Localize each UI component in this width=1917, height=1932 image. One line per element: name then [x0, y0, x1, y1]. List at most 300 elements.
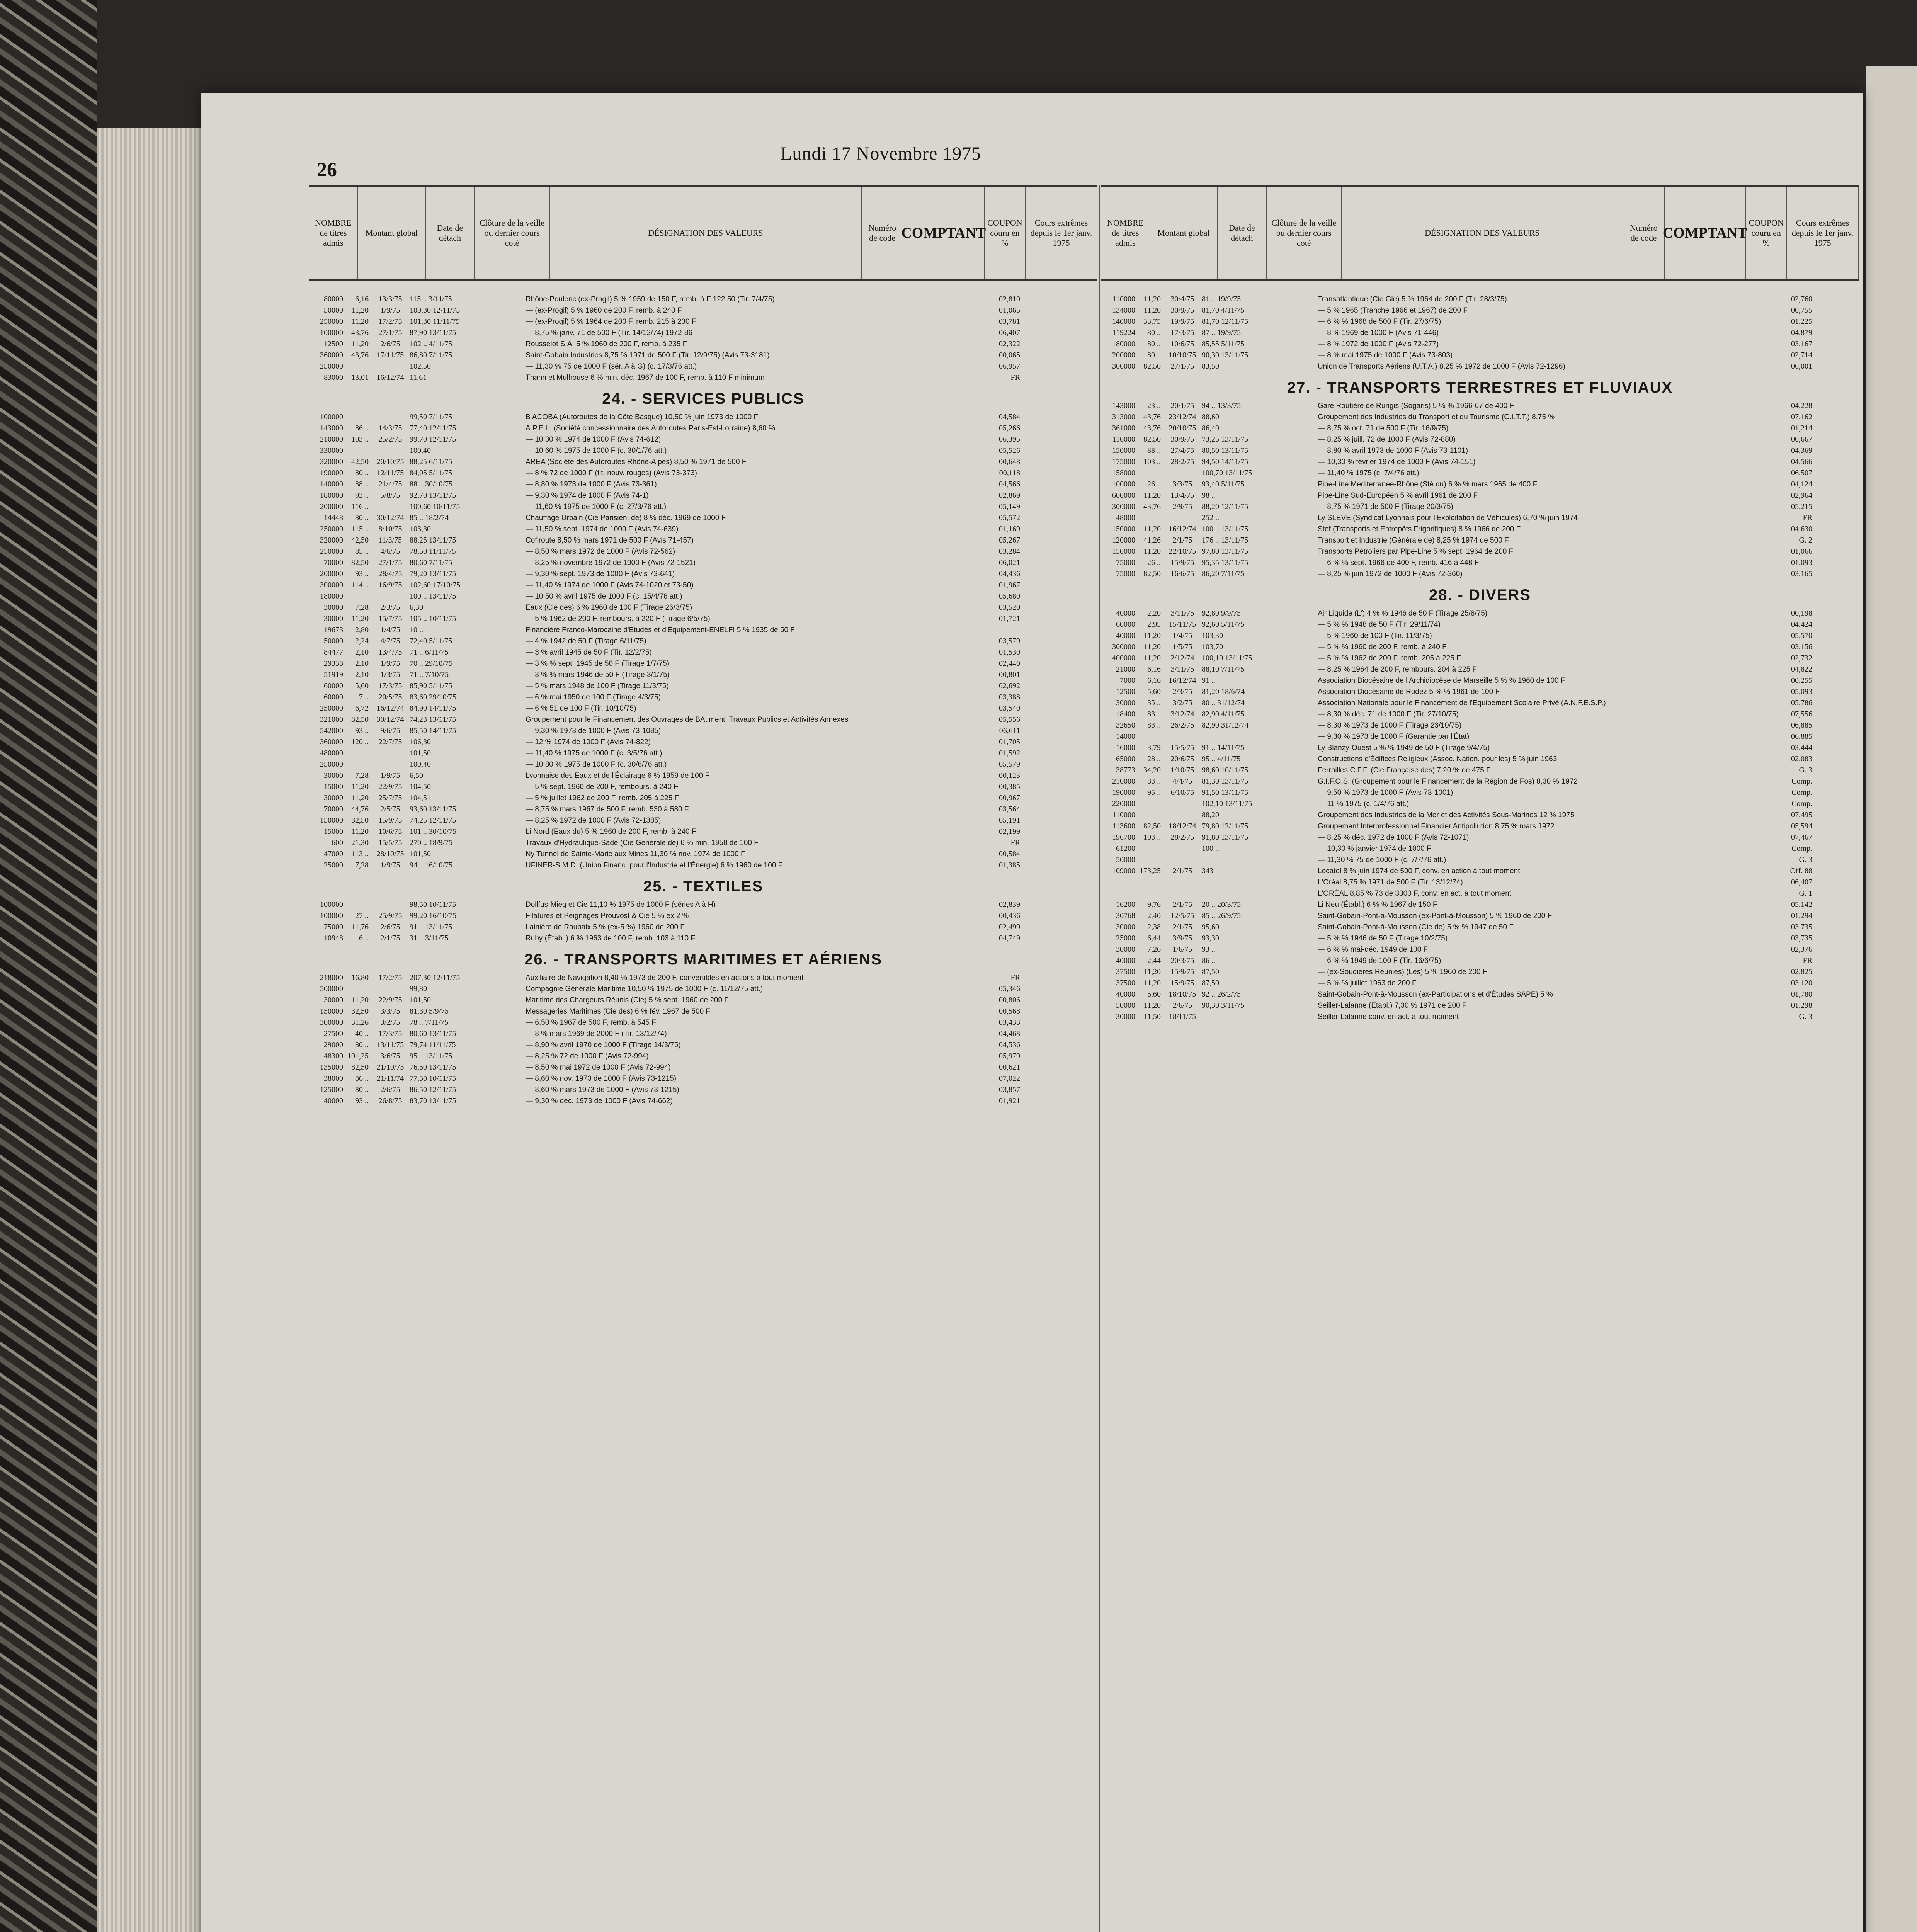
titres-admis-cell: 30000 — [1116, 1012, 1135, 1021]
date-detach-cell — [1163, 512, 1202, 524]
date-detach-cell: 1/6/75 — [1172, 945, 1192, 954]
cloture-cell: 73,25 13/11/75 — [1202, 435, 1249, 444]
date-detach-cell: 1/10/75 — [1170, 766, 1194, 774]
designation-cell: — 11,40 % 1975 de 1000 F (c. 3/5/76 att.) — [526, 749, 662, 757]
table-row — [309, 1039, 1097, 1051]
comptant-cell: 01,298 — [1791, 1001, 1812, 1010]
table-row — [1101, 490, 1859, 501]
comptant-cell: 06,885 — [1791, 732, 1812, 741]
table-row — [1101, 501, 1859, 512]
cloture-cell: 71 .. 7/10/75 — [410, 670, 449, 679]
designation-cell: Chauffage Urbain (Cie Parisien. de) 8 % déc. 1969 de 1000 F — [526, 514, 726, 522]
date-detach-cell: 26/2/75 — [1170, 721, 1194, 730]
titres-admis-cell: 60000 — [324, 682, 343, 690]
titres-admis-cell: 320000 — [320, 457, 343, 466]
comptant-cell: 03,857 — [999, 1085, 1020, 1094]
comptant-cell: 03,444 — [1791, 743, 1812, 752]
titres-admis-cell: 313000 — [1112, 413, 1135, 421]
cloture-cell: 207,30 12/11/75 — [410, 973, 460, 982]
designation-cell: Association Nationale pour le Financement de l'Équipement Scolaire Privé (A.N.F.E.S.P.) — [1318, 699, 1606, 707]
comptant-cell: 05,786 — [1791, 699, 1812, 707]
comptant-cell: 02,964 — [1791, 491, 1812, 500]
table-row — [309, 972, 1097, 983]
date-detach-cell: 20/10/75 — [376, 457, 404, 466]
table-row — [1101, 709, 1859, 720]
col-montant: Montant global — [358, 187, 426, 279]
comptant-cell: 00,967 — [999, 794, 1020, 802]
comptant-cell: 04,424 — [1791, 620, 1812, 629]
montant-coupon-cell: 11,20 — [1143, 631, 1161, 640]
titres-admis-cell: 190000 — [1112, 788, 1135, 797]
table-row — [309, 759, 1097, 770]
comptant-cell: 01,169 — [999, 525, 1020, 533]
cloture-cell: 88,20 12/11/75 — [1202, 502, 1249, 511]
montant-coupon-cell: 43,76 — [351, 351, 369, 359]
date-detach-cell: 8/10/75 — [378, 525, 402, 533]
comptant-cell: 00,118 — [999, 469, 1020, 477]
date-detach-cell: 13/3/75 — [378, 295, 402, 303]
designation-cell: — (ex-Progil) 5 % 1964 de 200 F, remb. 215 à 230 F — [526, 318, 696, 326]
designation-cell: Gare Routière de Rungis (Sogaris) 5 % % 1966-67 de 400 F — [1318, 402, 1514, 410]
titres-admis-cell: 47000 — [324, 850, 343, 858]
titres-admis-cell: 48300 — [324, 1052, 343, 1060]
comptant-cell: 03,156 — [1791, 643, 1812, 651]
designation-cell: — 5 % % 1960 de 200 F, remb. à 240 F — [1318, 643, 1447, 651]
comptant-cell: 05,594 — [1791, 822, 1812, 830]
titres-admis-cell: 150000 — [320, 1007, 343, 1015]
table-row — [309, 361, 1097, 372]
table-row — [1101, 412, 1859, 423]
designation-cell: L'Oréal 8,75 % 1971 de 500 F (Tir. 13/12/74) — [1318, 878, 1463, 886]
titres-admis-cell: 500000 — [320, 985, 343, 993]
date-detach-cell: 15/7/75 — [378, 614, 402, 623]
date-detach-cell: 22/9/75 — [378, 996, 402, 1004]
comptant-cell: 02,714 — [1791, 351, 1812, 359]
table-row — [309, 602, 1097, 613]
table-row — [1101, 608, 1859, 619]
date-detach-cell: 30/12/74 — [376, 715, 404, 724]
date-detach-cell: 2/1/75 — [380, 934, 400, 942]
montant-coupon-cell: 2,10 — [355, 648, 369, 656]
designation-cell: Ruby (Établ.) 6 % 1963 de 100 F, remb. 103 à 110 F — [526, 934, 696, 942]
left-rows-transports-maritimes — [309, 972, 1097, 1107]
comptant-cell: 04,436 — [999, 570, 1020, 578]
comptant-cell: 00,123 — [999, 771, 1020, 780]
titres-admis-cell: 30000 — [1116, 945, 1135, 954]
cloture-cell: 76,50 13/11/75 — [410, 1063, 456, 1071]
montant-coupon-cell: 80 .. — [1147, 351, 1161, 359]
montant-coupon-cell: 11,20 — [1143, 1001, 1161, 1010]
titres-admis-cell: 29000 — [324, 1041, 343, 1049]
designation-cell: — 8,90 % avril 1970 de 1000 F (Tirage 14/3/75) — [526, 1041, 681, 1049]
page-number: 26 — [317, 159, 337, 181]
titres-admis-cell: 27500 — [324, 1029, 343, 1038]
comptant-cell: 07,556 — [1791, 710, 1812, 718]
montant-coupon-cell: 11,20 — [1143, 547, 1161, 556]
designation-cell: Union de Transports Aériens (U.T.A.) 8,25 % 1972 de 1000 F (Avis 72-1296) — [1318, 362, 1565, 371]
montant-coupon-cell: 82,50 — [351, 816, 369, 825]
designation-cell: — 8,25 % juill. 72 de 1000 F (Avis 72-880) — [1318, 435, 1456, 444]
col-numero: Numéro de code — [862, 187, 903, 279]
table-row — [1101, 854, 1859, 866]
titres-admis-cell: 30000 — [324, 771, 343, 780]
date-detach-cell — [371, 748, 410, 759]
table-row — [309, 1073, 1097, 1084]
titres-admis-cell: 100000 — [1112, 480, 1135, 488]
left-column-headers — [309, 185, 1097, 281]
date-detach-cell — [1163, 731, 1202, 742]
montant-coupon-cell: 43,76 — [351, 328, 369, 337]
table-row — [309, 294, 1097, 305]
montant-coupon-cell — [1138, 854, 1163, 866]
comptant-cell: 02,499 — [999, 923, 1020, 931]
cloture-cell: 94 .. 13/3/75 — [1202, 401, 1241, 410]
titres-admis-cell: 48000 — [1116, 514, 1135, 522]
montant-coupon-cell: 93 .. — [355, 491, 369, 500]
table-row — [309, 636, 1097, 647]
col-numero-r: Numéro de code — [1623, 187, 1665, 279]
table-row — [309, 714, 1097, 725]
titres-admis-cell: 30000 — [324, 996, 343, 1004]
titres-admis-cell: 21000 — [1116, 665, 1135, 673]
cloture-cell: 87 .. 19/9/75 — [1202, 328, 1241, 337]
titres-admis-cell: 300000 — [1112, 362, 1135, 371]
table-row — [309, 445, 1097, 456]
designation-cell: — 8,75 % mars 1967 de 500 F, remb. 530 à 580 F — [526, 805, 689, 813]
table-row — [309, 703, 1097, 714]
designation-cell: Dollfus-Mieg et Cie 11,10 % 1975 de 1000 F (séries A à H) — [526, 901, 716, 909]
date-detach-cell: 6/10/75 — [1170, 788, 1194, 797]
date-detach-cell: 13/11/75 — [376, 1041, 404, 1049]
montant-coupon-cell: 7,26 — [1147, 945, 1161, 954]
date-detach-cell: 23/12/74 — [1169, 413, 1196, 421]
designation-cell: — 10,50 % avril 1975 de 1000 F (c. 15/4/76 att.) — [526, 592, 682, 600]
page-edges — [97, 128, 205, 1932]
titres-admis-cell: 190000 — [320, 469, 343, 477]
montant-coupon-cell: 7,28 — [355, 861, 369, 869]
table-row — [1101, 557, 1859, 568]
designation-cell: Travaux d'Hydraulique-Sade (Cie Générale de) 6 % min. 1958 de 100 F — [526, 839, 759, 847]
table-row — [309, 995, 1097, 1006]
titres-admis-cell: 180000 — [320, 592, 343, 600]
cloture-cell: 86 .. — [1202, 956, 1215, 965]
comptant-cell: 01,705 — [999, 738, 1020, 746]
cloture-cell: 81 .. 19/9/75 — [1202, 295, 1241, 303]
comptant-cell: 00,584 — [999, 850, 1020, 858]
ledger-page — [201, 93, 1863, 1932]
designation-cell: — 9,30 % déc. 1973 de 1000 F (Avis 74-662) — [526, 1097, 673, 1105]
cloture-cell: 86,50 12/11/75 — [410, 1085, 456, 1094]
date-detach-cell — [371, 591, 410, 602]
titres-admis-cell: 14448 — [324, 514, 343, 522]
designation-cell: — 5 % % 1948 de 50 F (Tir. 29/11/74) — [1318, 621, 1441, 629]
date-detach-cell: 12/5/75 — [1170, 912, 1194, 920]
cloture-cell: 81,70 4/11/75 — [1202, 306, 1245, 315]
table-row — [1101, 294, 1859, 305]
montant-coupon-cell: 93 .. — [355, 1097, 369, 1105]
date-detach-cell: 4/4/75 — [1172, 777, 1192, 786]
designation-cell: — (ex-Progil) 5 % 1960 de 200 F, remb. à 240 F — [526, 306, 682, 315]
comptant-cell: 01,066 — [1791, 547, 1812, 556]
titres-admis-cell: 140000 — [320, 480, 343, 488]
comptant-cell: 02,322 — [999, 340, 1020, 348]
montant-coupon-cell: 23 .. — [1147, 401, 1161, 410]
montant-coupon-cell — [345, 983, 371, 995]
cloture-cell: 80,60 7/11/75 — [410, 558, 452, 567]
designation-cell: — 8,25 % 72 de 1000 F (Avis 72-994) — [526, 1052, 649, 1060]
comptant-cell: 01,780 — [1791, 990, 1812, 998]
comptant-cell: G. 3 — [1799, 766, 1812, 774]
cloture-cell: 100 .. — [1202, 844, 1219, 853]
designation-cell: — 8 % mai 1975 de 1000 F (Avis 73-803) — [1318, 351, 1453, 359]
cloture-cell: 87,50 — [1202, 979, 1219, 987]
table-row — [309, 613, 1097, 624]
titres-admis-cell: 143000 — [1112, 401, 1135, 410]
cloture-cell: 99,50 7/11/75 — [410, 413, 452, 421]
designation-cell: — 5 % sept. 1960 de 200 F, rembours. à 240 F — [526, 783, 679, 791]
comptant-cell: 02,440 — [999, 659, 1020, 668]
table-row — [1101, 350, 1859, 361]
table-row — [1101, 877, 1859, 888]
date-detach-cell: 25/2/75 — [378, 435, 402, 444]
titres-admis-cell: 25000 — [324, 861, 343, 869]
designation-cell: Transatlantique (Cie Gle) 5 % 1964 de 200 F (Tir. 28/3/75) — [1318, 295, 1507, 303]
col-date-detach: Date de détach — [426, 187, 475, 279]
montant-coupon-cell: 11,20 — [351, 782, 369, 791]
date-detach-cell: 10/10/75 — [1169, 351, 1196, 359]
cloture-cell: 93,60 13/11/75 — [410, 805, 456, 813]
cloture-cell: 93,40 5/11/75 — [1202, 480, 1245, 488]
designation-cell: — 10,60 % 1975 de 1000 F (c. 30/1/76 att.) — [526, 447, 667, 455]
cloture-cell: 81,30 13/11/75 — [1202, 777, 1249, 786]
montant-coupon-cell: 5,60 — [1147, 687, 1161, 696]
date-detach-cell: 2/1/75 — [1172, 923, 1192, 931]
date-detach-cell: 22/7/75 — [378, 738, 402, 746]
designation-cell: Saint-Gobain Industries 8,75 % 1971 de 500 F (Tir. 12/9/75) (Avis 73-3181) — [526, 351, 770, 359]
montant-coupon-cell: 11,20 — [1143, 979, 1161, 987]
date-detach-cell: 15/9/75 — [1170, 968, 1194, 976]
table-row — [1101, 434, 1859, 445]
comptant-cell: 04,566 — [999, 480, 1020, 488]
designation-cell: — 8,25 % 1972 de 1000 F (Avis 72-1385) — [526, 816, 661, 825]
cloture-cell: 80,60 13/11/75 — [410, 1029, 456, 1038]
cloture-cell: 93 .. — [1202, 945, 1215, 954]
montant-coupon-cell: 6,16 — [1147, 676, 1161, 685]
cloture-cell: 11,61 — [410, 373, 427, 382]
montant-coupon-cell: 86 .. — [355, 424, 369, 432]
table-row — [1101, 843, 1859, 854]
designation-cell: Auxiliaire de Navigation 8,40 % 1973 de 200 F, convertibles en actions à tout moment — [526, 974, 804, 982]
montant-coupon-cell: 27 .. — [355, 912, 369, 920]
montant-coupon-cell: 2,38 — [1147, 923, 1161, 931]
cloture-cell: 106,30 — [410, 738, 431, 746]
table-row — [1101, 832, 1859, 843]
date-detach-cell: 22/10/75 — [1169, 547, 1196, 556]
cloture-cell: 86,20 7/11/75 — [1202, 570, 1245, 578]
designation-cell: Ly Blanzy-Ouest 5 % % 1949 de 50 F (Tirage 9/4/75) — [1318, 744, 1490, 752]
date-detach-cell: 27/1/75 — [378, 558, 402, 567]
cloture-cell: 100,40 — [410, 760, 431, 769]
left-rows-textiles — [309, 899, 1097, 944]
table-row — [309, 490, 1097, 501]
cloture-cell: 83,60 29/10/75 — [410, 693, 457, 701]
designation-cell: — 8,25 % déc. 1972 de 1000 F (Avis 72-1071) — [1318, 833, 1469, 842]
montant-coupon-cell: 7,28 — [355, 771, 369, 780]
date-detach-cell: 21/4/75 — [378, 480, 402, 488]
cloture-cell: 83,50 — [1202, 362, 1219, 371]
titres-admis-cell: 210000 — [320, 435, 343, 444]
col-nombre-r: NOMBRE de titres admis — [1101, 187, 1150, 279]
montant-coupon-cell: 43,76 — [1143, 413, 1161, 421]
montant-coupon-cell: 2,80 — [355, 626, 369, 634]
date-detach-cell: 25/7/75 — [378, 794, 402, 802]
designation-cell: — 8 % 72 de 1000 F (tit. nouv. rouges) (Avis 73-373) — [526, 469, 697, 477]
comptant-cell: FR — [1803, 514, 1812, 522]
designation-cell: — 6 % mai 1950 de 100 F (Tirage 4/3/75) — [526, 693, 661, 701]
date-detach-cell: 10/6/75 — [378, 827, 402, 836]
montant-coupon-cell: 42,50 — [351, 536, 369, 544]
comptant-cell: 05,191 — [999, 816, 1020, 825]
titres-admis-cell: 360000 — [320, 351, 343, 359]
comptant-cell: 04,630 — [1791, 525, 1812, 533]
montant-coupon-cell: 120 .. — [351, 738, 369, 746]
date-detach-cell — [1163, 798, 1202, 810]
comptant-cell: 03,735 — [1791, 934, 1812, 942]
comptant-cell: 00,436 — [999, 912, 1020, 920]
montant-coupon-cell: 93 .. — [355, 570, 369, 578]
comptant-cell: 04,124 — [1791, 480, 1812, 488]
titres-admis-cell: 15000 — [324, 782, 343, 791]
table-row — [309, 804, 1097, 815]
table-row — [1101, 1000, 1859, 1011]
designation-cell: Maritime des Chargeurs Réunis (Cie) 5 % sept. 1960 de 200 F — [526, 996, 729, 1004]
table-row — [1101, 316, 1859, 327]
titres-admis-cell: 480000 — [320, 749, 343, 757]
date-detach-cell — [1163, 888, 1202, 899]
table-row — [1101, 630, 1859, 641]
comptant-cell: 05,680 — [999, 592, 1020, 600]
cloture-cell: 85,55 5/11/75 — [1202, 340, 1245, 348]
table-row — [1101, 568, 1859, 580]
designation-cell: Transport et Industrie (Générale de) 8,25 % 1974 de 500 F — [1318, 536, 1509, 544]
comptant-cell: 07,467 — [1791, 833, 1812, 842]
designation-cell: — 5 % % 1946 de 50 F (Tirage 10/2/75) — [1318, 934, 1448, 942]
cloture-cell: 88,25 6/11/75 — [410, 457, 452, 466]
date-detach-cell: 17/2/75 — [378, 317, 402, 326]
titres-admis-cell: 100000 — [320, 328, 343, 337]
date-detach-cell: 20/1/75 — [1170, 401, 1194, 410]
montant-coupon-cell — [1138, 843, 1163, 854]
table-row — [1101, 888, 1859, 899]
cloture-cell: 83,70 13/11/75 — [410, 1097, 456, 1105]
montant-coupon-cell: 82,50 — [1143, 822, 1161, 830]
date-detach-cell: 16/12/74 — [1169, 525, 1196, 533]
date-detach-cell — [371, 501, 410, 512]
comptant-cell: 01,294 — [1791, 912, 1812, 920]
table-row — [309, 412, 1097, 423]
montant-coupon-cell: 2,40 — [1147, 912, 1161, 920]
right-rows-transports-terrestres — [1101, 400, 1859, 580]
table-row — [1101, 720, 1859, 731]
cloture-cell: 6,50 — [410, 771, 423, 780]
montant-coupon-cell: 43,76 — [1143, 424, 1161, 432]
table-row — [309, 826, 1097, 837]
designation-cell: — 6 % % mai-déc. 1949 de 100 F — [1318, 946, 1428, 954]
comptant-cell — [943, 624, 1020, 636]
section-26-title: 26. - TRANSPORTS MARITIMES ET AÉRIENS — [524, 951, 882, 968]
montant-coupon-cell: 82,50 — [1143, 362, 1161, 371]
titres-admis-cell: 600000 — [1112, 491, 1135, 500]
montant-coupon-cell: 103 .. — [351, 435, 369, 444]
montant-coupon-cell: 13,01 — [351, 373, 369, 382]
montant-coupon-cell: 80 .. — [1147, 328, 1161, 337]
cloture-cell: 91 .. — [1202, 676, 1215, 685]
date-detach-cell: 15/9/75 — [1170, 558, 1194, 567]
titres-admis-cell: 150000 — [320, 816, 343, 825]
titres-admis-cell: 110000 — [1112, 811, 1135, 819]
designation-cell: Lainière de Roubaix 5 % (ex-5 %) 1960 de 200 F — [526, 923, 685, 931]
montant-coupon-cell: 103 .. — [1143, 457, 1161, 466]
titres-admis-cell: 30768 — [1116, 912, 1135, 920]
designation-cell: — 8,25 % 1964 de 200 F, rembours. 204 à 225 F — [1318, 665, 1477, 673]
designation-cell: Saint-Gobain-Pont-à-Mousson (Cie de) 5 % % 1947 de 50 F — [1318, 923, 1514, 931]
date-detach-cell — [1163, 810, 1202, 821]
table-row — [309, 456, 1097, 468]
montant-coupon-cell: 44,76 — [351, 805, 369, 813]
page-date: Lundi 17 Novembre 1975 — [781, 143, 981, 164]
comptant-cell: 01,967 — [999, 581, 1020, 589]
date-detach-cell: 3/11/75 — [1170, 665, 1194, 673]
designation-cell: — 12 % 1974 de 1000 F (Avis 74-822) — [526, 738, 651, 746]
montant-coupon-cell: 6,44 — [1147, 934, 1161, 942]
titres-admis-cell: 300000 — [320, 581, 343, 589]
designation-cell: — 11,40 % 1975 (c. 7/4/76 att.) — [1318, 469, 1419, 477]
comptant-cell: 02,199 — [999, 827, 1020, 836]
cloture-cell: 77,40 12/11/75 — [410, 424, 456, 432]
comptant-cell: 05,579 — [999, 760, 1020, 769]
date-detach-cell: 1/9/75 — [380, 861, 400, 869]
table-row — [309, 338, 1097, 350]
date-detach-cell: 3/12/74 — [1170, 710, 1194, 718]
cloture-cell: 85 .. 26/9/75 — [1202, 912, 1241, 920]
right-rows-top — [1101, 294, 1859, 372]
designation-cell: — 8,25 % juin 1972 de 1000 F (Avis 72-360) — [1318, 570, 1463, 578]
table-row — [309, 624, 1097, 636]
comptant-cell: 00,255 — [1791, 676, 1812, 685]
table-row — [309, 512, 1097, 524]
table-row — [1101, 866, 1859, 877]
titres-admis-cell: 60000 — [1116, 620, 1135, 629]
date-detach-cell: 18/10/75 — [1169, 990, 1196, 998]
table-row — [1101, 1011, 1859, 1022]
date-detach-cell — [1163, 468, 1202, 479]
date-detach-cell: 9/6/75 — [380, 726, 400, 735]
date-detach-cell: 2/6/75 — [380, 923, 400, 931]
date-detach-cell: 11/3/75 — [378, 536, 402, 544]
titres-admis-cell: 75000 — [324, 923, 343, 931]
montant-coupon-cell: 42,50 — [351, 457, 369, 466]
montant-coupon-cell: 2,10 — [355, 670, 369, 679]
comptant-cell: 06,507 — [1791, 469, 1812, 477]
designation-cell: Seiller-Lalanne (Établ.) 7,30 % 1971 de 200 F — [1318, 1002, 1467, 1010]
table-row — [309, 1084, 1097, 1095]
cloture-cell: 87,50 — [1202, 968, 1219, 976]
comptant-cell: 01,214 — [1791, 424, 1812, 432]
titres-admis-cell: 38000 — [324, 1074, 343, 1083]
designation-cell: — 5 % % juillet 1963 de 200 F — [1318, 979, 1417, 987]
titres-admis-cell: 320000 — [320, 536, 343, 544]
table-row — [1101, 731, 1859, 742]
